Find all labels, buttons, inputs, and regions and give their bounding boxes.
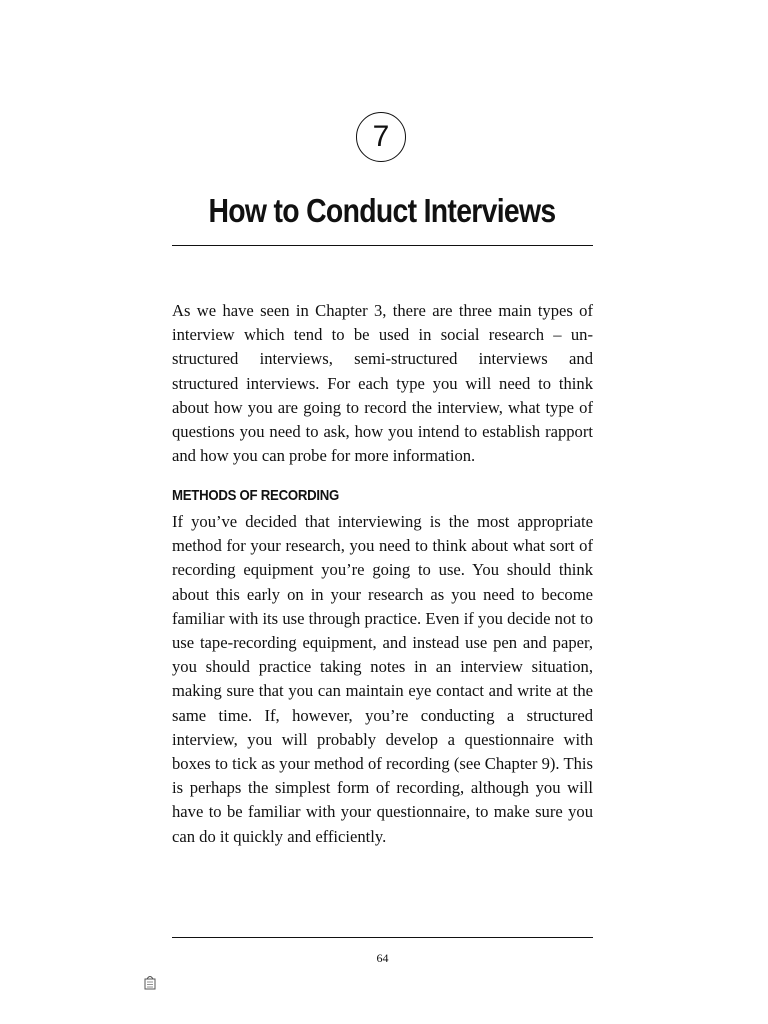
chapter-title: How to Conduct Interviews: [208, 192, 556, 229]
page-number: 64: [376, 951, 389, 965]
section-heading: METHODS OF RECORDING: [172, 487, 340, 504]
library-stamp-icon: [143, 974, 157, 990]
intro-paragraph: As we have seen in Chapter 3, there are three main types of interview which tend to be used in social research – unstructured interviews, semi-structured interviews and structured interviews. For each type you will need to think about how you are going to record the interview, what type of questions you need to ask, how you intend to establish rapport and how you can probe for more information.: [172, 301, 593, 466]
chapter-number: 7: [372, 120, 390, 153]
chapter-number-badge: [356, 112, 406, 162]
footer-divider: [172, 937, 593, 938]
section-paragraph: If you’ve decided that interviewing is the most appropriate method for your research, you need to think about what sort of recording equipment you’re going to use. You should think about this early on in your research as you need to become familiar with its use through practice. Even if you decide not to use tape-recording equipment, and instead use pen and paper, you should practice taking notes in an interview situation, making sure that you can maintain eye contact and write at the same time. If, however, you’re conducting a structured interview, you will probably develop a questionnaire with boxes to tick as your method of recording (see Chapter 9). This is perhaps the simplest form of recording, although you will have to be familiar with your questionnaire, to make sure you can do it quickly and efficiently.: [172, 512, 593, 846]
title-divider: [172, 245, 593, 246]
